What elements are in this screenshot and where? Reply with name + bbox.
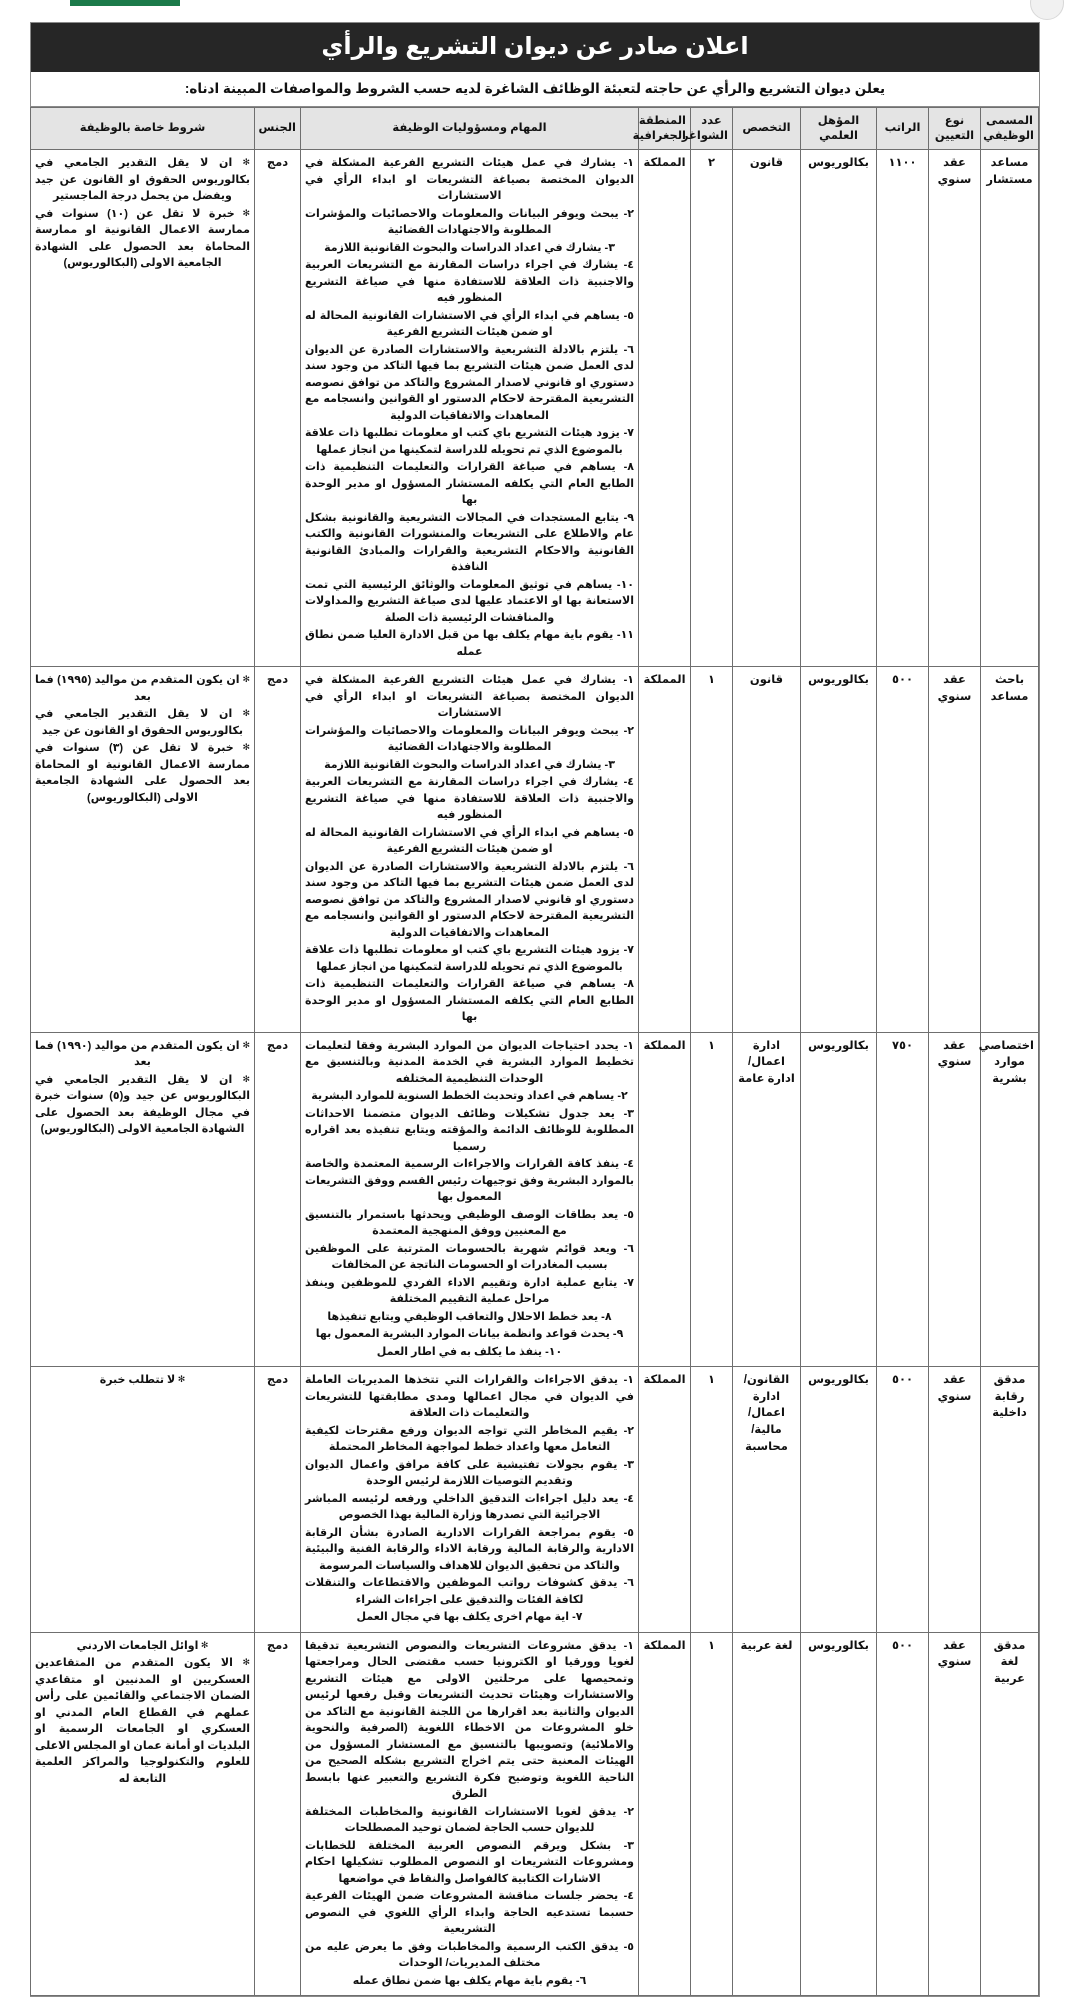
condition-item: ✻ ان لا يقل التقدير الجامعي في بكالوريوس الحقوق او القانون عن جيد [35, 706, 250, 739]
duty-item: ٦- ويعد قوائم شهرية بالحسومات المترتبة على الموظفين بسبب المغادرات او الحسومات الناتجة عن المخالفات [305, 1242, 634, 1271]
cell-job-title: باحث مساعد [981, 667, 1039, 1033]
cell-region: المملكة [639, 1367, 691, 1633]
col-header-vacancies: عدد الشواغر [691, 108, 733, 150]
duty-item: ٧- يزود هيئات التشريع باي كتب او معلومات تطلبها ذات علاقة بالموضوع الذي تم تحويله للدراسة لتمكينها من انجاز عملها [305, 944, 634, 973]
duty-item: ١- يدقق الاجراءات والقرارات التي تتخذها المديريات العاملة في الديوان في مجال اعمالها ومدى مطابقتها للتشريعات والتعليمات ذات العلاقة [305, 1374, 634, 1419]
cell-major: ادارة اعمال/ ادارة عامة [733, 1032, 801, 1367]
col-header-conditions: شروط خاصة بالوظيفة [31, 108, 255, 150]
duty-item: ١٠- ينفذ ما يكلف به في اطار العمل [376, 1345, 563, 1358]
duty-item: ٧- يزود هيئات التشريع باي كتب او معلومات تطلبها ذات علاقة بالموضوع الذي تم تحويله للدراسة لتمكينها من انجاز عملها [305, 427, 634, 456]
condition-item: ✻ ان يكون المتقدم من مواليد (١٩٩٠) فما بعد [35, 1038, 250, 1071]
condition-item: ✻ خبرة لا تقل عن (٣) سنوات في ممارسة الاعمال القانونية او المحاماة بعد الحصول على الشهادة الجامعية الاولى (البكالوريوس) [35, 740, 250, 806]
cell-conditions [31, 1632, 255, 1996]
duty-item: ١١- يقوم باية مهام يكلف بها من قبل الادارة العليا ضمن نطاق عمله [305, 629, 634, 658]
col-header-duties: المهام ومسؤوليات الوظيفة [301, 108, 639, 150]
duty-item: ١٠- يساهم في توثيق المعلومات والوثائق الرئيسية التي تمت الاستعانة بها او الاعتماد عليها لدى صياغة التشريع والمداولات والمناقشات الرئيسية ذات الصلة [305, 578, 634, 624]
duty-item: ٩- يحدث قواعد وانظمة بيانات الموارد البشرية المعمول بها [315, 1328, 624, 1340]
cell-vacancy-count: ١ [691, 1632, 733, 1996]
duty-item: ٢- يدقق لغويا الاستشارات القانونية والمخاطبات المختلفة للديوان حسب الحاجة لضمان توحيد المصطلحات [305, 1805, 634, 1834]
condition-item: ✻ ان لا يقل التقدير الجامعي في بكالوريوس الحقوق او القانون عن جيد ويفضل من يحمل درجة الماجستير [35, 155, 250, 205]
duty-item: ٥- يدقق الكتب الرسمية والمخاطبات وفق ما يعرض عليه من مختلف المديريات/ الوحدات [305, 1940, 634, 1969]
cell-conditions [31, 1367, 255, 1633]
condition-item: ✻ اوائل الجامعات الاردني [35, 1638, 250, 1655]
cell-gender: دمج [255, 667, 301, 1033]
cell-qualification: بكالوريوس [801, 1032, 877, 1367]
condition-item: ✻ ان لا يقل التقدير الجامعي في البكالوريوس عن جيد و(٥) سنوات خبرة في مجال الوظيفة بعد الحصول على الشهادة الجامعية الاولى (البكالوريوس) [35, 1072, 250, 1138]
duty-item: ٣- يعد جدول تشكيلات وظائف الديوان متضمنا الاحداثات المطلوبة للوظائف الدائمة والمؤقته ويتابع تنفيذه بعد اقراره رسميا [305, 1107, 634, 1153]
cell-vacancy-count: ٢ [691, 150, 733, 667]
duty-item: ٦- يلتزم بالادلة التشريعية والاستشارات الصادرة عن الديوان لدى العمل ضمن هيئات التشريع بما فيها التاكد من وجود سند دستوري او قانوني لاصدار المشروع والتاكد من توافق نصوصه التشريعية المقترحة لاحكام الدستور او القوانين وانسجامه مع المعاهدات والاتفاقيات الدولية [305, 343, 634, 422]
cell-gender: دمج [255, 1632, 301, 1996]
cell-qualification: بكالوريوس [801, 1367, 877, 1633]
cell-duties [301, 667, 639, 1033]
col-header-title: المسمى الوظيفي [981, 108, 1039, 150]
cell-appointment-type: عقد سنوي [929, 1632, 981, 1996]
table-row [31, 1632, 1039, 1996]
condition-item: ✻ الا يكون المتقدم من المتقاعدين العسكريين او المدنيين او متقاعدي الضمان الاجتماعي والقائمين على رأس عملهم في القطاع العام المدني او العسكري او الجامعات الرسمية او البلديات او أمانة عمان او المجلس الاعلى للعلوم والتكنولوجيا والمراكز العلمية التابعة له [35, 1655, 250, 1787]
cell-conditions [31, 1032, 255, 1367]
cell-salary: ١١٠٠ [877, 150, 929, 667]
cell-appointment-type: عقد سنوي [929, 1367, 981, 1633]
duty-item: ٢- يبحث ويوفر البيانات والمعلومات والاحصائيات والمؤشرات المطلوبة والاجتهادات القضائية [305, 724, 634, 753]
cell-gender: دمج [255, 150, 301, 667]
duty-item: ٤- يشارك في اجراء دراسات المقارنة مع التشريعات العربية والاجنبية ذات العلاقة للاستفادة منها في صياغة التشريع المنظور فيه [305, 259, 634, 304]
duty-item: ١- يحدد احتياجات الديوان من الموارد البشرية وفقا لتعليمات تخطيط الموارد البشرية في الخدمة المدنية وبالتنسيق مع الوحدات التنظيمية المختلفه [305, 1039, 634, 1085]
table-row [31, 1032, 1039, 1367]
col-header-region: المنطقة الجغرافية [639, 108, 691, 150]
duty-item: ٢- يقيم المخاطر التي تواجه الديوان ورفع مقترحات لكيفية التعامل معها واعداد خطط لمواجهة المخاطر المحتملة [305, 1424, 634, 1453]
condition-item: ✻ ان يكون المتقدم من مواليد (١٩٩٥) فما بعد [35, 672, 250, 705]
cell-major: لغة عربية [733, 1632, 801, 1996]
duty-item: ١- يدقق مشروعات التشريعات والنصوص التشريعية تدقيقا لغويا وورقيا او الكترونيا حسب مقتضى الحال ومراجعتها وتمحيصها على مرحلتين الاولى مع هيئات التشريع والاستشارات وهيئات تحديث التشريعات وقبل رفعها لرئيس الديوان والثانية بعد اقرارها من اللجنة القانونية مع التاكد من خلو المشروعات من الاخطاء اللغوية (الصرفية والنحوية والاملائية) وتصويبها بالتنسيق مع المستشار المسؤول من الهيئات المعنية حتى يتم اخراج التشريع بشكله الصحيح من الناحية اللغوية وتوضيح فكرة التشريع والتعبير عنها بابسط الطرق [305, 1639, 634, 1800]
cell-region: المملكة [639, 1032, 691, 1367]
cell-major: القانون/ ادارة اعمال/ مالية/ محاسبة [733, 1367, 801, 1633]
cell-job-title: اختصاصي موارد بشرية [981, 1032, 1039, 1367]
cell-region: المملكة [639, 150, 691, 667]
col-header-qual: المؤهل العلمي [801, 108, 877, 150]
duty-item: ٦- يدقق كشوفات رواتب الموظفين والاقتطاعات والتنقلات لكافة الفئات والتدقيق على اجراءات الشراء [305, 1577, 634, 1606]
cell-duties [301, 150, 639, 667]
duty-item: ٣- يشارك في اعداد الدراسات والبحوث القانونية اللازمة [324, 758, 615, 771]
cell-conditions [31, 150, 255, 667]
cell-salary: ٥٠٠ [877, 1632, 929, 1996]
announcement-banner-title: اعلان صادر عن ديوان التشريع والرأي [31, 23, 1039, 72]
cell-region: المملكة [639, 667, 691, 1033]
cell-job-title: مساعد مستشار [981, 150, 1039, 667]
table-row [31, 1367, 1039, 1633]
duty-item: ٣- بشكل ويرقم النصوص العربية المختلفة للخطابات ومشروعات التشريعات او النصوص المطلوب تشكيلها احكام الاشارات الكتابية كالفواصل والنقاط في مواضعها [305, 1839, 634, 1885]
cell-major: قانون [733, 150, 801, 667]
cell-gender: دمج [255, 1367, 301, 1633]
cell-salary: ٧٥٠ [877, 1032, 929, 1367]
duty-item: ٧- يتابع عملية ادارة وتقييم الاداء الفردي للموظفين وينفذ مراحل عملية التقييم المختلفة [305, 1276, 634, 1305]
browser-chrome-strip [0, 0, 1070, 22]
cell-vacancy-count: ١ [691, 667, 733, 1033]
cell-qualification: بكالوريوس [801, 667, 877, 1033]
duty-item: ٥- يقوم بمراجعة القرارات الادارية الصادرة بشأن الرقابة الادارية والرقابة المالية ورقابة الاداء والرقابة الفنية والبيئية والتاكد من تحقيق الديوان للاهداف والسياسات المرسومة [305, 1526, 634, 1572]
table-row [31, 667, 1039, 1033]
table-header-row [31, 108, 1039, 150]
round-badge-icon [1030, 0, 1064, 20]
duty-item: ٧- اية مهام اخرى يكلف بها في مجال العمل [356, 1611, 583, 1623]
duty-item: ٤- يشارك في اجراء دراسات المقارنة مع التشريعات العربية والاجنبية ذات العلاقة للاستفادة منها في صياغة التشريع المنظور فيه [305, 776, 634, 821]
cell-duties [301, 1032, 639, 1367]
cell-qualification: بكالوريوس [801, 1632, 877, 1996]
duty-item: ٦- يقوم باية مهام يكلف بها ضمن نطاق عمله [352, 1974, 587, 1987]
duty-item: ٥- يعد بطاقات الوصف الوظيفي ويحدثها باستمرار بالتنسيق مع المعنيين ووفق المنهجية المعتمدة [305, 1208, 634, 1237]
duty-item: ٨- يساهم في صياغة القرارات والتعليمات التنظيمية ذات الطابع العام التي يكلفه المستشار المسؤول او مدير الوحدة بها [305, 978, 634, 1023]
cell-region: المملكة [639, 1632, 691, 1996]
cell-job-title: مدقق رقابة داخلية [981, 1367, 1039, 1633]
green-tab-indicator [70, 0, 180, 6]
duty-item: ٨- يساهم في صياغة القرارات والتعليمات التنظيمية ذات الطابع العام التي يكلفه المستشار المسؤول او مدير الوحدة بها [305, 461, 634, 506]
condition-item: ✻ لا تتطلب خبرة [35, 1372, 250, 1389]
col-header-gender: الجنس [255, 108, 301, 150]
table-row [31, 150, 1039, 667]
cell-vacancy-count: ١ [691, 1032, 733, 1367]
vacancies-table [30, 107, 1039, 1996]
duty-item: ٨- يعد خطط الاحلال والتعاقب الوظيفي ويتابع تنفيذها [327, 1310, 612, 1323]
duty-item: ٦- يلتزم بالادلة التشريعية والاستشارات الصادرة عن الديوان لدى العمل ضمن هيئات التشريع بما فيها التاكد من وجود سند دستوري او قانوني لاصدار المشروع والتاكد من توافق نصوصه التشريعية المقترحة لاحكام الدستور او القوانين وانسجامه مع المعاهدات والاتفاقيات الدولية [305, 860, 634, 939]
cell-job-title: مدقق لغة عربية [981, 1632, 1039, 1996]
duty-item: ٣- يقوم بجولات تفتيشية على كافة مرافق واعمال الديوان وتقديم التوصيات اللازمة لرئيس الوحدة [305, 1458, 634, 1487]
cell-qualification: بكالوريوس [801, 150, 877, 667]
condition-item: ✻ خبرة لا تقل عن (١٠) سنوات في ممارسة الاعمال القانونية او ممارسة المحاماة بعد الحصول على الشهادة الجامعية الاولى (البكالوريوس) [35, 206, 250, 272]
cell-appointment-type: عقد سنوي [929, 150, 981, 667]
cell-salary: ٥٠٠ [877, 1367, 929, 1633]
duty-item: ٢- يبحث ويوفر البيانات والمعلومات والاحصائيات والمؤشرات المطلوبة والاجتهادات القضائية [305, 207, 634, 236]
duty-item: ١- يشارك في عمل هيئات التشريع الفرعية المشكلة في الديوان المختصة بصياغة التشريعات او ابداء الرأي في الاستشارات [305, 157, 634, 202]
col-header-salary: الراتب [877, 108, 929, 150]
announcement-page [30, 22, 1040, 1997]
cell-salary: ٥٠٠ [877, 667, 929, 1033]
duty-item: ١- يشارك في عمل هيئات التشريع الفرعية المشكلة في الديوان المختصة بصياغة التشريعات او ابداء الرأي في الاستشارات [305, 674, 634, 719]
cell-appointment-type: عقد سنوي [929, 1032, 981, 1367]
duty-item: ٢- يساهم في اعداد وتحديث الخطط السنوية للموارد البشرية [311, 1090, 628, 1102]
cell-duties [301, 1632, 639, 1996]
cell-conditions [31, 667, 255, 1033]
cell-gender: دمج [255, 1032, 301, 1367]
duty-item: ٤- يعد دليل اجراءات التدقيق الداخلي ورفعه لرئيسه المباشر الاجرائية التي تصدرها وزارة المالية بهذا الخصوص [305, 1492, 634, 1521]
announcement-subtitle: يعلن ديوان التشريع والرأي عن حاجته لتعبئة الوظائف الشاغرة لديه حسب الشروط والمواصفات المبينة ادناه: [31, 72, 1039, 107]
col-header-major: التخصص [733, 108, 801, 150]
cell-vacancy-count: ١ [691, 1367, 733, 1633]
duty-item: ٩- يتابع المستجدات في المجالات التشريعية والقانونية بشكل عام والاطلاع على التشريعات والمنشورات القانونية والكتب القانونية والاحكام التشريعية والقرارات والمبادئ القانونية النافذة [305, 511, 634, 573]
col-header-apptype: نوع التعيين [929, 108, 981, 150]
vacancies-table-body [31, 150, 1039, 1996]
duty-item: ٥- يساهم في ابداء الرأي في الاستشارات القانونية المحالة له او ضمن هيئات التشريع الفرعية [305, 309, 634, 338]
duty-item: ٣- يشارك في اعداد الدراسات والبحوث القانونية اللازمة [324, 241, 615, 254]
cell-major: قانون [733, 667, 801, 1033]
duty-item: ٥- يساهم في ابداء الرأي في الاستشارات القانونية المحالة له او ضمن هيئات التشريع الفرعية [305, 826, 634, 855]
duty-item: ٤- يحضر جلسات مناقشة المشروعات ضمن الهيئات الفرعية حسبما تستدعيه الحاجة وابداء الرأي اللغوي في النصوص التشريعية [305, 1890, 634, 1935]
cell-appointment-type: عقد سنوي [929, 667, 981, 1033]
duty-item: ٤- ينفذ كافة القرارات والاجراءات الرسمية المعتمدة والخاصة بالموارد البشرية وفق توجيهات رئيس القسم ووفق التشريعات المعمول بها [305, 1158, 634, 1203]
cell-duties [301, 1367, 639, 1633]
